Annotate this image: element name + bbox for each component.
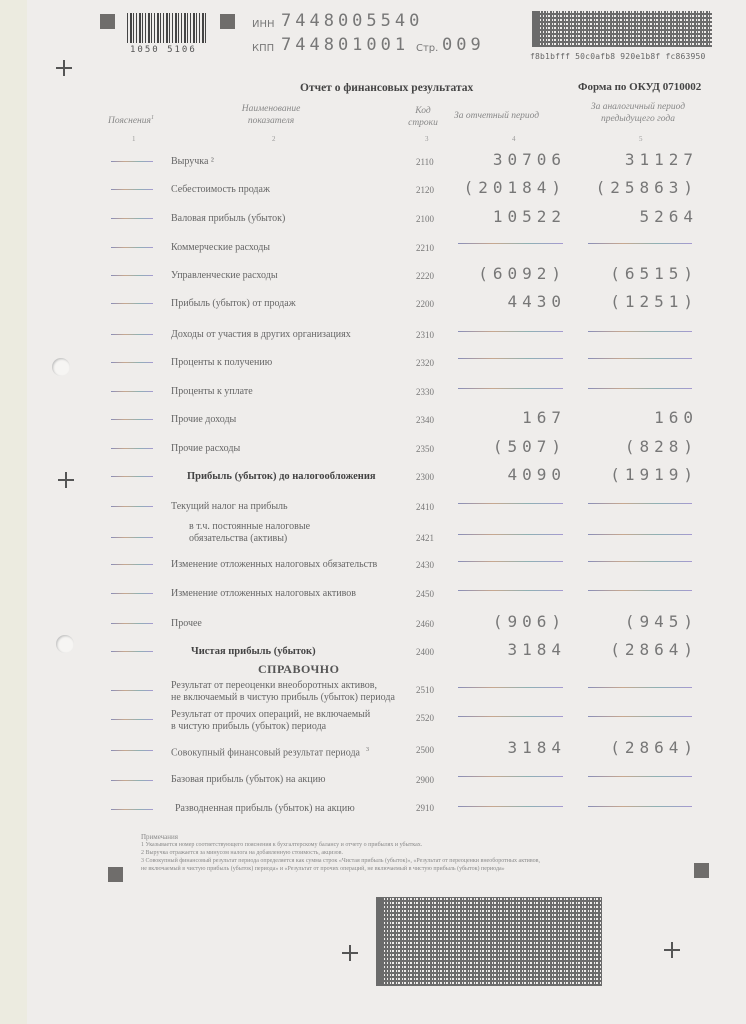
explanation-dash [111,537,153,538]
row-code: 2200 [416,299,434,309]
note-1: 1 Указывается номер соответствующего пояснения к бухгалтерскому балансу и отчету о прибылях и убытках. [141,842,423,848]
empty-value-line [458,776,563,777]
empty-value-line [588,716,692,717]
empty-value-line [588,806,692,807]
row-label: Управленческие расходы [171,270,278,281]
explanation-dash [111,564,153,565]
row-label: Прибыль (убыток) от продаж [171,298,296,309]
explanation-dash [111,362,153,363]
row-code: 2320 [416,358,434,368]
col-header-code: Код строки [408,106,438,128]
row-label: Прибыль (убыток) до налогообложения [187,471,376,482]
explanation-dash [111,275,153,276]
row-label: в т.ч. постоянные налоговые обязательства (активы) [189,521,311,544]
row-code: 2450 [416,589,434,599]
current-value: (6092) [478,264,566,283]
footnotes [141,833,540,873]
explanation-dash [111,593,153,594]
previous-value: (2864) [610,640,698,659]
row-label: Выручка ² [171,156,214,167]
explanation-dash [111,419,153,420]
row-code: 2110 [416,157,434,167]
registration-square [100,14,115,29]
current-value: 4430 [507,292,566,311]
row-code: 2120 [416,185,434,195]
col-number: 4 [512,135,516,143]
explanation-dash [111,448,153,449]
row-label: Доходы от участия в других организациях [171,329,351,340]
explanation-dash [111,506,153,507]
empty-value-line [588,561,692,562]
note-2: 2 Выручка отражается за минусом налога на добавленную стоимость, акцизов. [141,850,343,856]
page-label: Стр. [416,43,439,54]
explanation-dash [111,809,153,810]
empty-value-line [458,503,563,504]
empty-value-line [588,243,692,244]
previous-value: (945) [624,612,698,631]
registration-cross [56,60,72,76]
empty-value-line [458,806,563,807]
explanation-dash [111,189,153,190]
empty-value-line [458,331,563,332]
row-code: 2220 [416,271,434,281]
empty-value-line [458,716,563,717]
explanation-dash [111,780,153,781]
barcode-number: 1050 5106 [130,45,197,55]
row-label: Чистая прибыль (убыток) [191,646,316,657]
row-label: Разводненная прибыль (убыток) на акцию [175,803,355,814]
barcode-hash: f8b1bfff 50c0afb8 920e1b8f fc863950 [530,52,706,61]
empty-value-line [588,590,692,591]
pdf417-barcode [376,897,602,986]
row-label: Прочее [171,618,202,629]
row-label: Изменение отложенных налоговых активов [171,588,357,599]
registration-square [220,14,235,29]
row-label: Себестоимость продаж [171,184,270,195]
previous-value: (828) [624,437,698,456]
row-label: Проценты к получению [171,357,273,368]
current-value: 3184 [507,640,566,659]
row-label: Текущий налог на прибыль [171,501,288,512]
explanation-dash [111,218,153,219]
empty-value-line [458,687,563,688]
row-code: 2350 [416,444,434,454]
punch-hole [56,635,74,653]
row-code: 2421 [416,533,434,543]
row-code: 2900 [416,775,434,785]
col-number: 3 [425,135,429,143]
note-3-cont: не включаемый в чистую прибыль (убыток) периода» и «Результат от прочих операций, не включаемый в чистую прибыль (убыток) периода» [141,866,505,872]
reference-heading: СПРАВОЧНО [258,662,340,676]
empty-value-line [458,561,563,562]
col-number: 2 [272,135,276,143]
previous-value: 5264 [639,207,698,226]
explanation-dash [111,623,153,624]
row-code: 2500 [416,745,434,755]
row-code: 2340 [416,415,434,425]
empty-value-line [458,358,563,359]
kpp-value: 744801001 [281,35,410,55]
current-value: (20184) [463,178,566,197]
col-header-name: Наименование показателя [241,104,301,126]
row-code: 2300 [416,472,434,482]
explanation-dash [111,690,153,691]
registration-square [108,867,123,882]
row-code: 2210 [416,243,434,253]
row-code: 2310 [416,330,434,340]
current-value: 4090 [507,465,566,484]
pdf417-barcode [532,11,712,47]
explanation-dash [111,247,153,248]
col-number: 1 [132,135,136,143]
row-label: Прочие доходы [171,414,237,425]
empty-value-line [588,388,692,389]
explanation-dash [111,476,153,477]
current-value: 167 [522,408,566,427]
previous-value: (6515) [610,264,698,283]
current-value: 3184 [507,738,566,757]
col-number: 5 [639,135,643,143]
inn-value: 7448005540 [281,11,424,31]
page-number: 009 [442,35,485,55]
empty-value-line [458,243,563,244]
empty-value-line [588,503,692,504]
row-label: Проценты к уплате [171,386,253,397]
notes-heading: Примечания [141,833,179,841]
empty-value-line [588,534,692,535]
row-code: 2100 [416,214,434,224]
barcode [127,13,207,43]
empty-value-line [588,358,692,359]
row-label: Изменение отложенных налоговых обязательств [171,559,378,570]
previous-value: (25863) [595,178,698,197]
row-code: 2510 [416,685,434,695]
empty-value-line [588,331,692,332]
row-code: 2460 [416,619,434,629]
row-label: Прочие расходы [171,443,241,454]
registration-cross [342,945,358,961]
previous-value: (1919) [610,465,698,484]
empty-value-line [458,388,563,389]
note-3: 3 Совокупный финансовый результат периода определяется как сумма строк «Чистая прибыль (убыток)», «Результат от переоценки внеоборотных активов, [141,858,541,864]
registration-square [694,863,709,878]
report-title: Отчет о финансовых результатах [300,82,474,94]
current-value: (906) [492,612,566,631]
explanation-dash [111,719,153,720]
registration-cross [664,942,680,958]
col-header-current: За отчетный период [454,111,540,121]
row-code: 2410 [416,502,434,512]
explanation-dash [111,303,153,304]
explanation-dash [111,391,153,392]
row-label: Коммерческие расходы [171,242,271,253]
form-code: Форма по ОКУД 0710002 [578,81,702,93]
explanation-dash [111,750,153,751]
row-label: Совокупный финансовый результат периода $^3$ [171,747,369,759]
kpp-label: КПП [252,43,275,54]
registration-cross [58,472,74,488]
col-header-previous: За аналогичный период предыдущего года [590,102,686,124]
col-header-explanations: Пояснения$^1$ [108,115,154,127]
previous-value: (2864) [610,738,698,757]
row-label: Результат от прочих операций, не включаемый в чистую прибыль (убыток) периода [171,709,371,732]
row-label: Валовая прибыль (убыток) [171,213,286,224]
row-label: Базовая прибыль (убыток) на акцию [171,774,326,785]
row-code: 2520 [416,713,434,723]
current-value: 30706 [492,150,566,169]
row-code: 2400 [416,647,434,657]
previous-value: (1251) [610,292,698,311]
previous-value: 31127 [624,150,698,169]
empty-value-line [458,534,563,535]
row-code: 2330 [416,387,434,397]
current-value: (507) [492,437,566,456]
empty-value-line [458,590,563,591]
explanation-dash [111,334,153,335]
row-code: 2430 [416,560,434,570]
scan-edge [0,0,27,1024]
row-label: Результат от переоценки внеоборотных активов, не включаемый в чистую прибыль (убыток) периода [171,680,395,703]
explanation-dash [111,161,153,162]
empty-value-line [588,776,692,777]
previous-value: 160 [654,408,698,427]
inn-label: ИНН [252,19,275,30]
empty-value-line [588,687,692,688]
current-value: 10522 [492,207,566,226]
row-code: 2910 [416,803,434,813]
explanation-dash [111,651,153,652]
punch-hole [52,358,70,376]
